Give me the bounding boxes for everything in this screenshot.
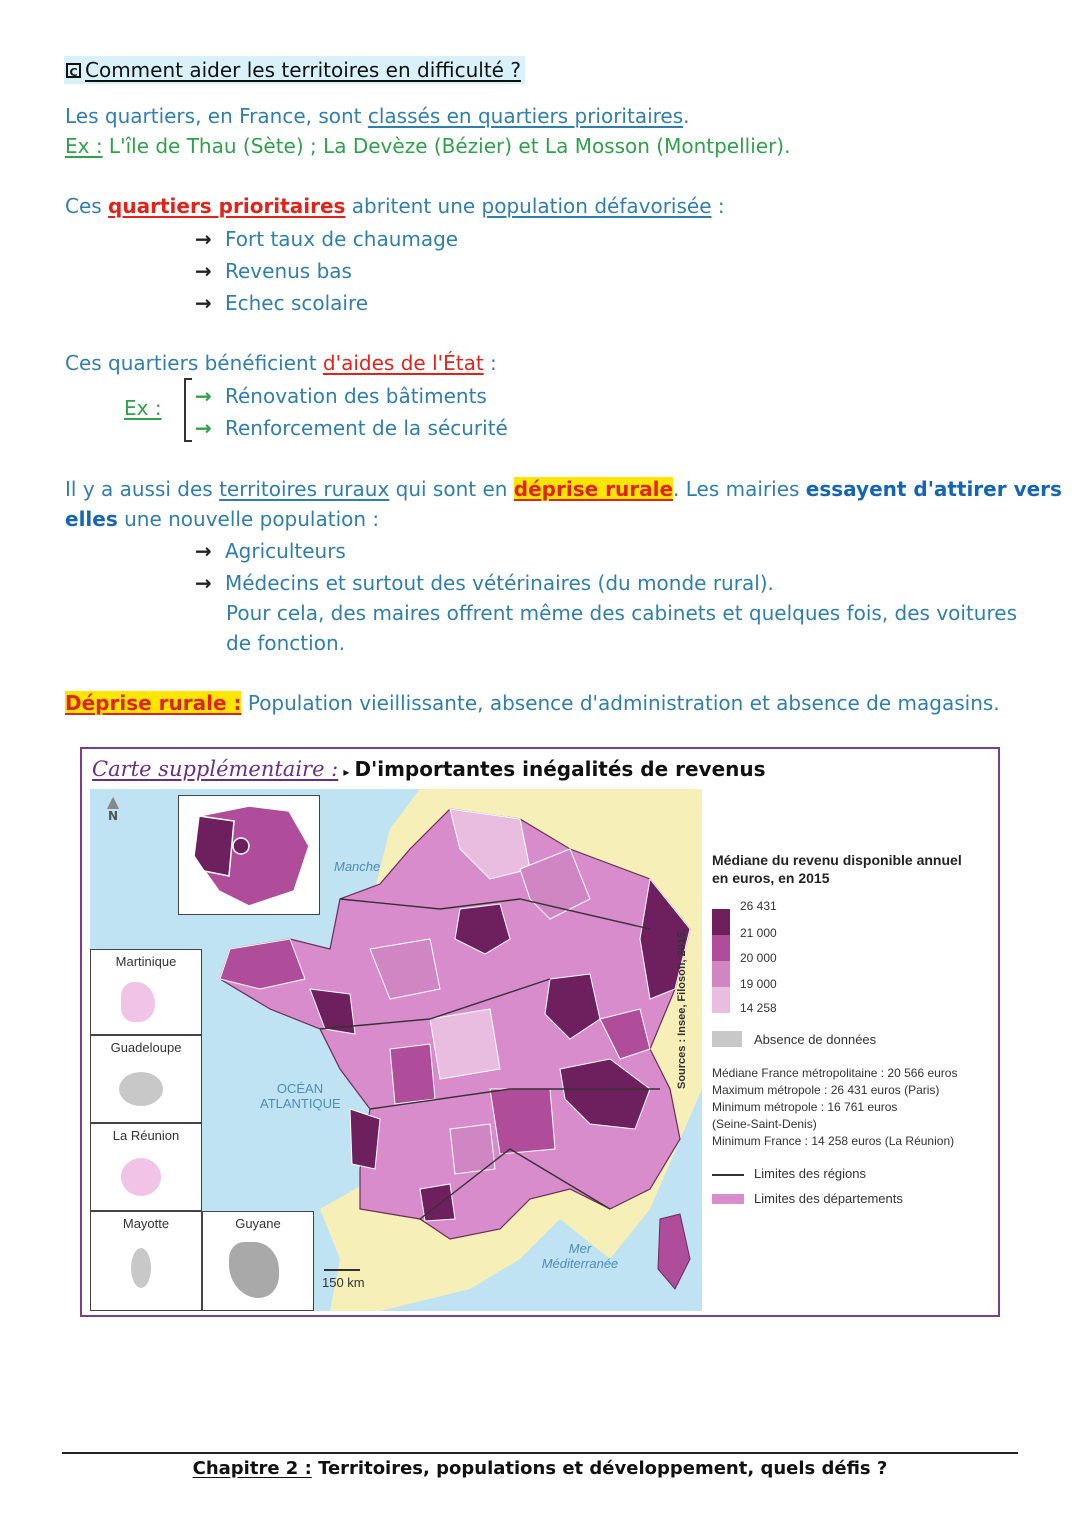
list-item: → Fort taux de chaumage [195,227,459,251]
footer-rule [62,1452,1018,1454]
martinique-shape [121,982,155,1022]
footer-text: Territoires, populations et développement, quels défis ? [311,1458,888,1479]
legend-threshold: 20 000 [740,951,777,965]
reunion-shape [121,1158,161,1196]
arrow-icon: → [195,259,212,283]
arrow-icon: → [195,291,212,315]
legend-no-data: Absence de données [754,1032,877,1047]
map-figure [80,747,1000,1317]
link-territoires-ruraux: territoires ruraux [219,477,390,501]
department-shape [430,1009,500,1079]
inset-guyane: Guyane [202,1211,314,1311]
ex-label: Ex : [124,396,162,420]
note-line: Pour cela, des maires offrent même des cabinets et quelques fois, des voitures [226,601,1017,625]
legend-stats: Médiane France métropolitaine : 20 566 euros Maximum métropole : 26 431 euros (Paris) Minimum métropole : 16 761 euros (Seine-Saint-Denis) Minimum France : 14 258 euros (La Réunion) [712,1066,958,1148]
label-mediterranee: Mer Méditerranée [541,1241,619,1271]
map-source: Sources : Insee, Filosofi, 2015. [676,928,688,1089]
department-shape [390,1044,435,1104]
para4-line1: Il y a aussi des territoires ruraux qui sont en déprise rurale. Les mairies essayent d'attirer vers [65,477,1062,501]
arrow-icon: → [195,416,212,440]
legend-departments: Limites des départements [754,1191,903,1206]
list-item: → Agriculteurs [195,539,346,563]
arrow-icon: → [195,539,212,563]
label-manche: Manche [334,859,381,874]
legend-threshold: 26 431 [740,899,777,913]
inset-guadeloupe: Guadeloupe [90,1035,202,1123]
guadeloupe-shape [119,1072,163,1106]
inset-mayotte: Mayotte [90,1211,202,1311]
definition: Déprise rurale : Population vieillissante, absence d'administration et absence de magasins. [65,691,1000,715]
section-title [64,58,525,82]
definition-term: Déprise rurale : [65,691,242,715]
para4-line2: elles une nouvelle population : [65,507,380,531]
list-item: → Médecins et surtout des vétérinaires (du monde rural). [195,571,774,595]
inset-martinique: Martinique [90,949,202,1035]
para1-example: Ex : L'île de Thau (Sète) ; La Devèze (Bézier) et La Mosson (Montpellier). [65,134,791,158]
footer [0,1458,1080,1479]
para1-line1: Les quartiers, en France, sont classés en quartiers prioritaires. [65,104,690,128]
note-line: de fonction. [226,631,345,655]
label-ocean: OCÉAN ATLANTIQUE [260,1081,341,1111]
map-caption: Carte supplémentaire : ▸ D'importantes inégalités de revenus [92,757,766,781]
list-item: → Rénovation des bâtiments [195,384,487,408]
link-population-defavorisee: population défavorisée [481,194,712,218]
term-quartiers-prioritaires: quartiers prioritaires [108,194,346,218]
link-quartiers-prioritaires: classés en quartiers prioritaires [367,104,684,128]
ile-de-france-map [179,796,319,914]
legend-region-line [712,1174,744,1176]
guyane-shape [229,1242,279,1298]
map-area [90,789,702,1311]
legend-swatch [712,961,730,987]
list-item: → Revenus bas [195,259,352,283]
list-item: → Echec scolaire [195,291,369,315]
link-aides-etat: d'aides de l'État [322,351,484,375]
legend-swatch [712,987,730,1013]
department-shape [490,1089,555,1154]
north-arrow-icon: ▲ N [106,792,120,823]
mayotte-shape [131,1248,151,1288]
brace [184,378,192,442]
arrow-icon: → [195,384,212,408]
corsica [658,1214,690,1289]
legend-swatch [712,909,730,935]
legend-threshold: 14 258 [740,1001,777,1015]
arrow-icon: → [195,227,212,251]
inset-la-reunion: La Réunion [90,1123,202,1211]
triangle-icon: ▸ [343,765,350,779]
legend-swatch [712,935,730,961]
legend-threshold: 21 000 [740,926,777,940]
scale-label: 150 km [322,1275,365,1290]
section-letter-box: C [66,63,81,78]
legend-department-line [712,1193,744,1205]
ex-label: Ex : [65,134,103,158]
legend-regions: Limites des régions [754,1166,866,1181]
arrow-icon: → [195,571,212,595]
legend-scale [712,909,732,1013]
map-legend [712,851,994,1206]
para2-intro: Ces quartiers prioritaires abritent une population défavorisée : [65,194,725,218]
department-shape [220,939,305,989]
footer-label: Chapitre 2 : [192,1458,312,1479]
legend-threshold: 19 000 [740,977,777,991]
term-deprise-rurale: déprise rurale [513,477,674,501]
legend-no-data-swatch [712,1031,742,1047]
legend-title: Médiane du revenu disponible annuel en euros, en 2015 [712,852,962,886]
ile-de-france-inset [178,795,320,915]
para3-intro: Ces quartiers bénéficient d'aides de l'État : [65,351,497,375]
scale-bar [324,1269,360,1271]
list-item: → Renforcement de la sécurité [195,416,508,440]
department-shape [350,1109,380,1169]
section-title-text: Comment aider les territoires en difficulté ? [85,58,521,82]
